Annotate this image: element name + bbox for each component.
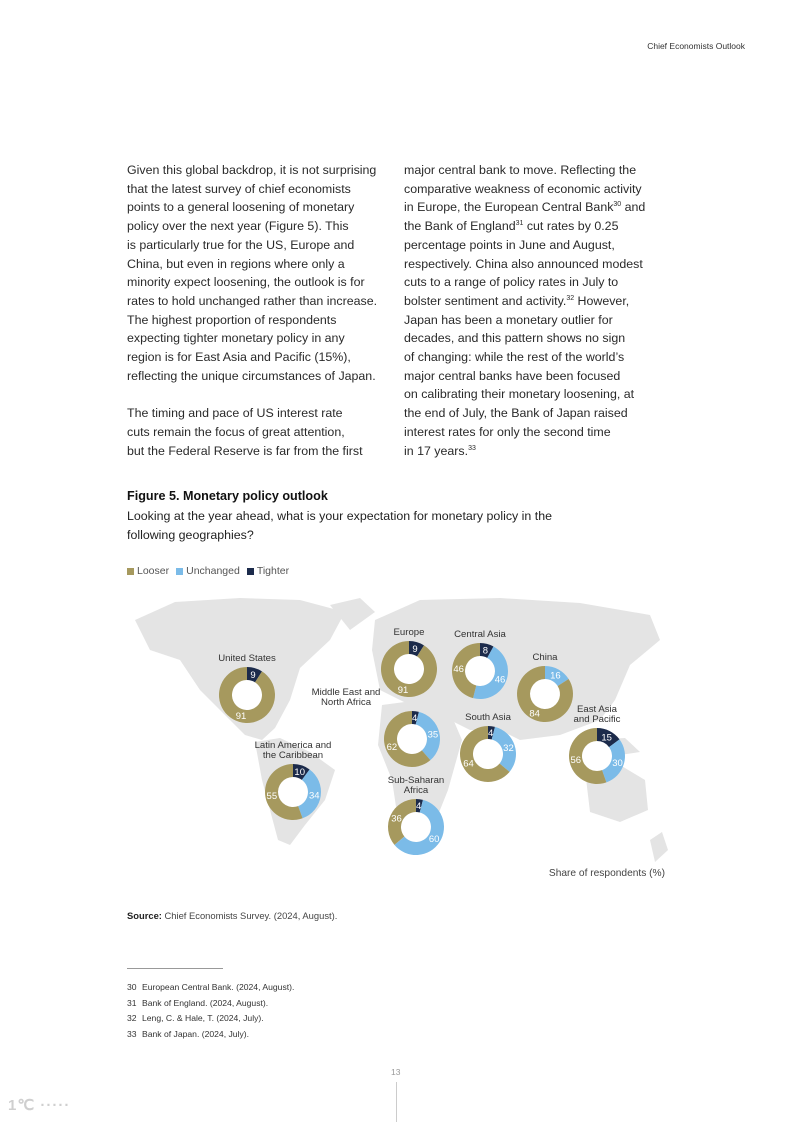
legend-label: Tighter: [256, 565, 290, 577]
region-label: Latin America and the Caribbean: [254, 740, 332, 761]
text-segment: in 17 years.: [404, 443, 469, 458]
data-label-tighter: 4: [488, 728, 494, 740]
region-label: South Asia: [465, 712, 511, 723]
legend-label: Looser: [137, 565, 170, 577]
data-label-looser: 91: [397, 685, 409, 697]
donut-hole: [394, 654, 424, 684]
donut-hole: [473, 739, 503, 769]
running-header: Chief Economists Outlook: [647, 41, 745, 51]
footnote-text: Leng, C. & Hale, T. (2024, July).: [142, 1013, 264, 1023]
donut-hole: [582, 741, 612, 771]
region-label: China: [532, 652, 558, 663]
text-segment: on calibrating their monetary loosening, at: [404, 387, 635, 402]
text-segment: The timing and pace of US interest rate: [127, 406, 343, 421]
text-segment: decades, and this pattern shows no sign: [404, 331, 626, 346]
footnote-text: European Central Bank. (2024, August).: [142, 982, 295, 992]
text-segment: cut rates by 0.25: [523, 219, 619, 234]
donut-hole: [397, 724, 427, 754]
footnote-number: 33: [127, 1028, 137, 1039]
text-segment: bolster sentiment and activity.: [404, 293, 567, 308]
figure-title: Figure 5. Monetary policy outlook: [127, 489, 328, 503]
region-label: Sub-Saharan Africa: [387, 775, 445, 796]
donut-hole: [465, 656, 495, 686]
data-label-unchanged: 30: [612, 757, 623, 769]
donut-east-asia-and-pacific: [569, 704, 625, 784]
text-segment: cuts remain the focus of great attention,: [127, 424, 345, 439]
text-segment: rates to hold unchanged rather than increase.: [127, 293, 378, 308]
text-segment: in Europe, the European Central Bank: [404, 200, 614, 215]
data-label-unchanged: 16: [550, 670, 561, 682]
page-number: 13: [391, 1067, 401, 1077]
footnote-number: 31: [127, 997, 137, 1008]
text-segment: major central banks have been focused: [404, 368, 621, 383]
data-label-unchanged: 34: [308, 790, 320, 802]
figure-source: [127, 910, 337, 921]
text-segment: However,: [574, 293, 630, 308]
text-segment: is particularly true for the US, Europe and: [127, 237, 355, 252]
text-segment: the end of July, the Bank of Japan raised: [404, 406, 628, 421]
text-segment: interest rates for only the second time: [404, 424, 611, 439]
data-label-looser: 84: [529, 708, 540, 720]
text-segment: expecting tighter monetary policy in any: [127, 331, 345, 346]
data-label-looser: 36: [391, 813, 402, 825]
data-label-looser: 55: [266, 791, 278, 803]
data-label-tighter: 15: [601, 732, 612, 744]
footnote-text: Bank of England. (2024, August).: [142, 997, 269, 1008]
text-segment: major central bank to move. Reflecting the: [404, 163, 637, 177]
footnote: [127, 998, 268, 1008]
text-segment: of changing: while the rest of the world’s: [404, 350, 625, 365]
text-segment: the Bank of England: [404, 219, 516, 234]
donut-hole: [232, 680, 262, 710]
data-label-tighter: 4: [416, 801, 422, 813]
footnote-ref[interactable]: 33: [468, 444, 476, 452]
data-label-looser: 56: [570, 755, 582, 767]
text-segment: Given this global backdrop, it is not surprising: [127, 163, 377, 177]
donut-hole: [278, 777, 308, 807]
region-label: United States: [218, 653, 276, 664]
data-label-looser: 64: [463, 758, 474, 770]
data-label-tighter: 8: [482, 645, 488, 657]
data-label-tighter: 9: [412, 643, 418, 655]
donut-hole: [530, 679, 560, 709]
text-segment: policy over the next year (Figure 5). This: [127, 219, 349, 234]
data-label-unchanged: 60: [428, 834, 440, 846]
footnote-ref[interactable]: 30: [613, 201, 622, 209]
source-text: Chief Economists Survey. (2024, August).: [161, 910, 338, 921]
text-segment: percentage points in June and August,: [404, 237, 615, 252]
text-segment: reflecting the unique circumstances of Japan.: [127, 368, 376, 383]
data-label-tighter: 9: [250, 669, 256, 681]
text-segment: region is for East Asia and Pacific (15%),: [127, 350, 351, 365]
footnote-number: 32: [127, 1013, 137, 1023]
footnote-text: Bank of Japan. (2024, July).: [142, 1028, 250, 1039]
text-segment: and: [621, 200, 646, 215]
region-label: East Asia and Pacific: [573, 704, 621, 725]
data-label-looser: 46: [453, 663, 464, 675]
text-segment: cuts to a range of policy rates in July to: [404, 275, 619, 290]
legend-label: Unchanged: [186, 565, 240, 577]
footnote-divider: [127, 968, 223, 969]
text-segment: that the latest survey of chief economists: [127, 181, 351, 196]
text-segment: The highest proportion of respondents: [127, 312, 337, 327]
donut-south-asia: [460, 712, 516, 782]
share-of-respondents-label: Share of respondents (%): [548, 868, 665, 879]
footnote: [127, 1029, 249, 1039]
data-label-unchanged: 46: [494, 674, 506, 686]
footnote-ref[interactable]: 31: [515, 220, 524, 228]
region-label: Middle East and North Africa: [311, 687, 381, 708]
text-segment: but the Federal Reserve is far from the first: [127, 443, 363, 458]
text-segment: comparative weakness of economic activity: [404, 181, 642, 196]
text-segment: China, but even in regions where only a: [127, 256, 345, 271]
data-label-unchanged: 35: [427, 729, 439, 741]
data-label-tighter: 4: [412, 713, 418, 725]
data-label-unchanged: 32: [503, 742, 514, 754]
donut-hole: [401, 812, 431, 842]
footnote: [127, 1013, 264, 1023]
data-label-tighter: 10: [294, 767, 305, 779]
footnote-number: 30: [127, 982, 137, 992]
figure-question: Looking at the year ahead, what is your expectation for monetary policy in the following geographies?: [127, 509, 552, 542]
footnote: [127, 982, 294, 992]
region-label: Central Asia: [454, 629, 506, 640]
donut-central-asia: [452, 629, 508, 699]
page-number-rule: [396, 1082, 397, 1122]
data-label-looser: 91: [235, 711, 247, 723]
data-label-looser: 62: [386, 742, 398, 754]
source-label: Source:: [127, 910, 162, 921]
text-segment: respectively. China also announced modest: [404, 256, 643, 271]
footnote-ref[interactable]: 32: [566, 294, 575, 302]
region-label: Europe: [393, 627, 425, 638]
text-segment: Japan has been a monetary outlier for: [404, 312, 613, 327]
text-segment: points to a general loosening of monetary: [127, 200, 355, 215]
text-segment: minority expect loosening, the outlook is for: [127, 275, 365, 290]
donut-united-states: [218, 653, 276, 723]
watermark-logo: 1℃ ·····: [8, 1097, 71, 1114]
